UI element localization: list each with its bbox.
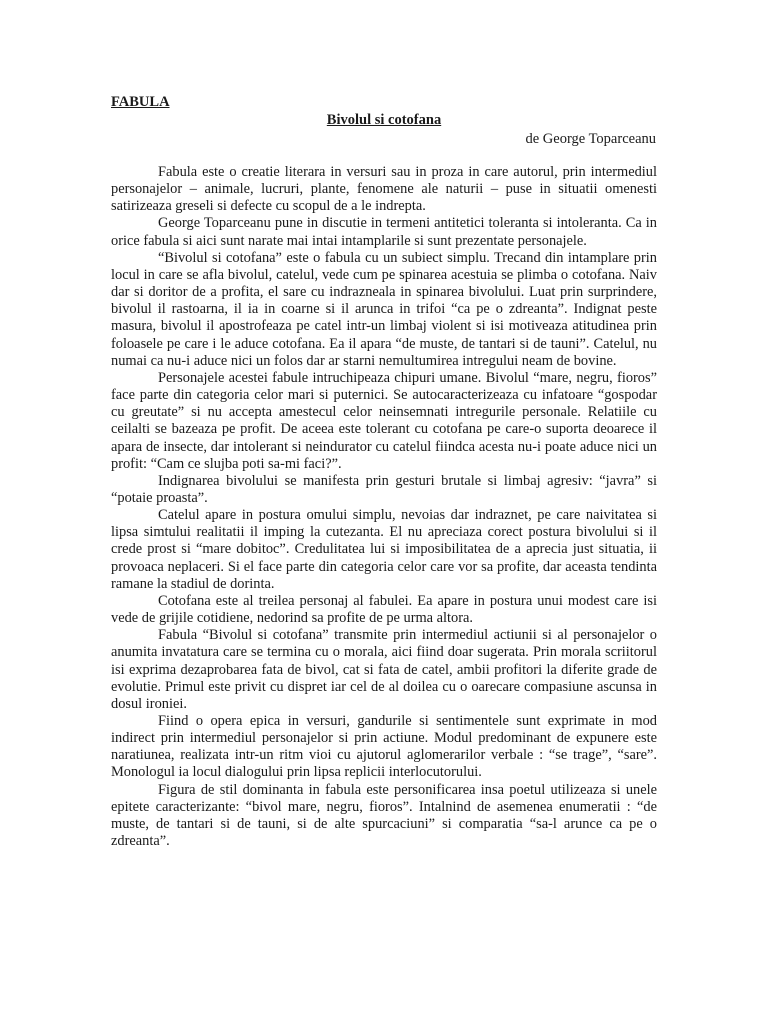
paragraph: Figura de stil dominanta in fabula este personificarea insa poetul utilizeaza si unele epitete caracterizante: “bivol mare, negru, fioros”. Intalnind de asemenea enumeratii : “de muste, de tantari si de tauni, si de alte spurcaciuni” si comparatia “sa-l arunce ca pe o zdreanta”. [111,781,657,850]
document-body [111,164,657,850]
paragraph: Fiind o opera epica in versuri, gandurile si sentimentele sunt exprimate in mod indirect prin intermediul personajelor si prin actiune. Modul predominant de expunere este naratiunea, realizata intr-un ritm vioi cu ajutorul aglomerarilor verbale : “se trage”, “sare”. Monologul ia locul dialogului prin lipsa replicii interlocutorului. [111,713,657,781]
paragraph: “Bivolul si cotofana” este o fabula cu un subiect simplu. Trecand din intamplare prin locul in care se afla bivolul, catelul, vede cum pe spinarea acestuia se plimba o cotofana. Naiv dar si doritor de a profita, el sare cu indrazneala in spinarea bivolului. Luat prin surprindere, bivolul il rastoarna, il ia in coarne si il arunca in trifoi “ca pe o zdreanta”. Indignat peste masura, bivolul il apostrofeaza pe catel intr-un limbaj violent si isi motiveaza atitudinea prin foloasele pe care i le aduce cotofana. Ea il apara “de muste, de tantari si de tauni”. Catelul, nu numai ca nu-i aduce nici un folos dar ar starni nemultumirea intregului neam de bovine. [111,249,657,369]
fable-title: Bivolul si cotofana [326,112,442,128]
paragraph: Fabula “Bivolul si cotofana” transmite prin intermediul actiunii si al personajelor o anumita invatatura care se termina cu o morala, aici fiind doar sugerata. Prin morala scriitorul isi exprima dezaprobarea fata de bivol, cat si fata de catel, ambii profitori la diferite grade de evolutie. Primul este privit cu dispret iar cel de al doilea cu o oarecare compasiune ascunsa in dosul ironiei. [111,627,657,712]
paragraph: Indignarea bivolului se manifesta prin gesturi brutale si limbaj agresiv: “javra” si “potaie proasta”. [111,472,657,506]
author-line: de George Toparceanu [525,131,656,147]
paragraph: George Toparceanu pune in discutie in termeni antitetici toleranta si intoleranta. Ca in orice fabula si aici sunt narate mai intai intamplarile si sunt prezentate personajele. [111,215,657,249]
paragraph: Catelul apare in postura omului simplu, nevoias dar indraznet, pe care naivitatea si lipsa simtului realitatii il imping la cutezanta. El nu apreciaza corect postura bivolului si il crede prost si “mare dobitoc”. Credulitatea lui si imposibilitatea de a aprecia just situatia, ii provoaca neplaceri. Si el face parte din categoria celor care vor sa profite, dar aceasta tendinta ramane la stadiul de dorinta. [111,507,657,592]
document-heading: FABULA [111,94,170,110]
paragraph: Cotofana este al treilea personaj al fabulei. Ea apare in postura unui modest care isi vede de grijile cotidiene, nedorind sa profite de pe urma altora. [111,592,657,627]
paragraph: Personajele acestei fabule intruchipeaza chipuri umane. Bivolul “mare, negru, fioros” face parte din categoria celor mari si puternici. Se autocaracterizeaza cu infatoare “gospodar cu greutate” si nu accepta amestecul celor neinsemnati intregurile personale. Relatiile cu ceilalti se bazeaza pe profit. De aceea este tolerant cu cotofana pe care-o suporta deoarece il apara de insecte, dar intolerant si neindurator cu catelul fiindca acesta nu-i poate aduce nici un profit: “Cam ce slujba poti sa-mi faci?”. [111,369,657,472]
paragraph: Fabula este o creatie literara in versuri sau in proza in care autorul, prin intermediul personajelor – animale, lucruri, plante, fenomene ale naturii – puse in situatii omenesti satirizeaza greseli si defecte cu scopul de a le indrepta. [111,164,657,215]
